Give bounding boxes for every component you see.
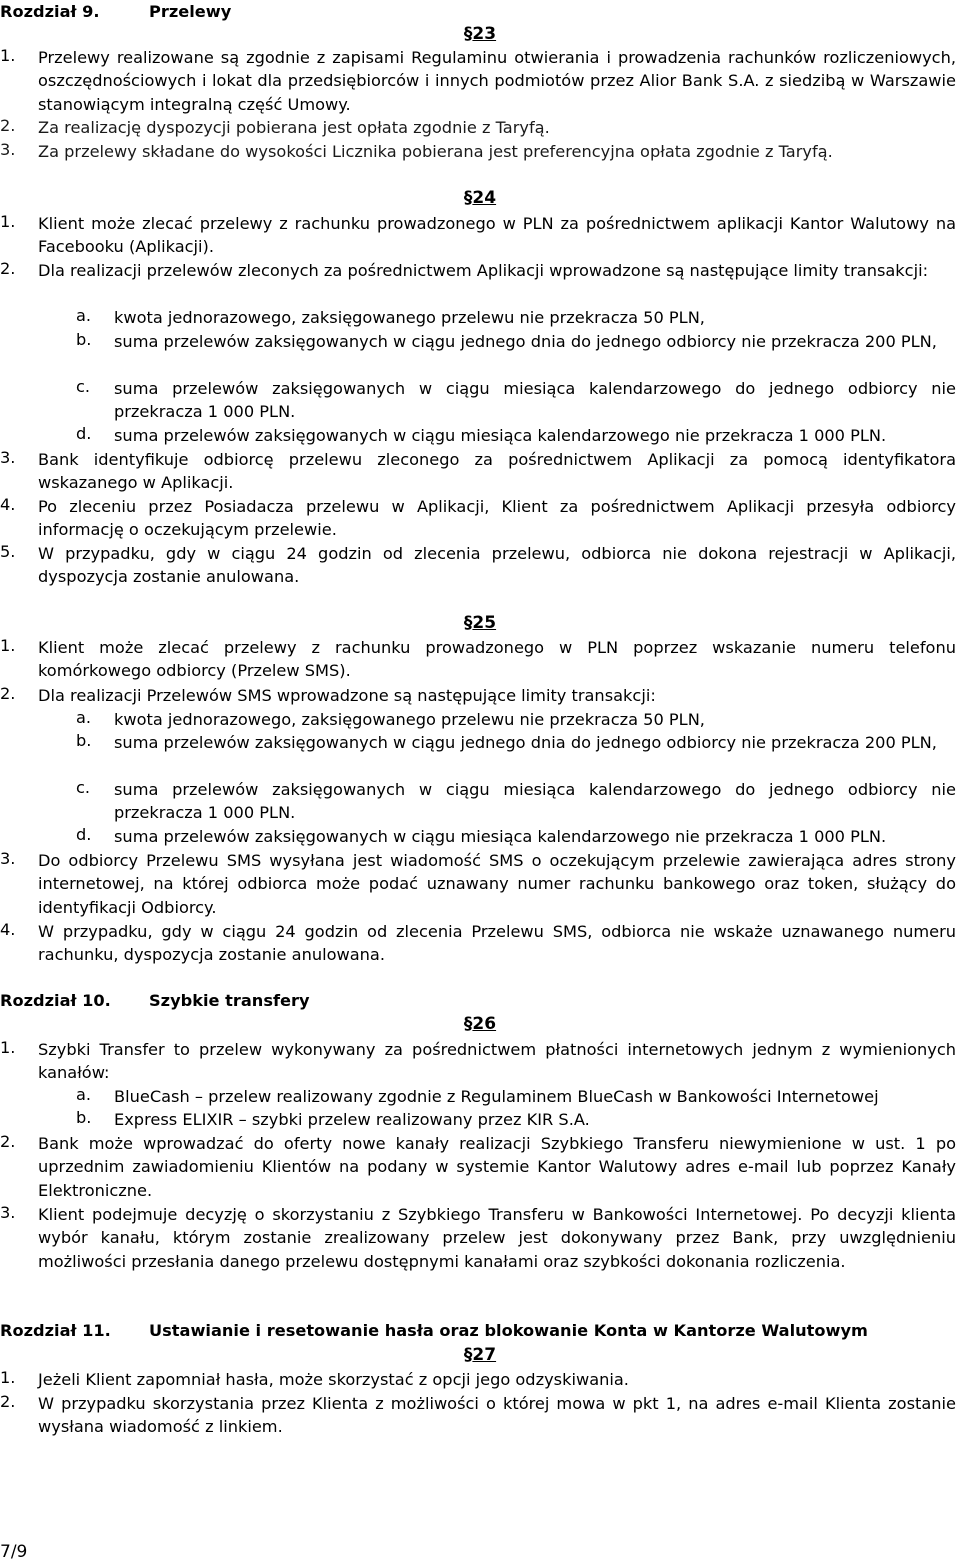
section-27-heading: §27 [463, 1345, 497, 1365]
chapter-title: Przelewy [149, 2, 232, 21]
chapter-title: Ustawianie i resetowanie hasła oraz blokowanie Konta w Kantorze Walutowym [149, 1321, 868, 1340]
section-24-heading: §24 [463, 188, 497, 208]
chapter-number: Rozdział 10. [0, 991, 111, 1010]
chapter-number: Rozdział 11. [0, 1321, 111, 1340]
chapter-number: Rozdział 9. [0, 2, 100, 21]
section-23-heading: §23 [463, 24, 497, 44]
section-26-heading: §26 [463, 1014, 497, 1034]
page-number: 7/9 [0, 1542, 28, 1562]
section-25-heading: §25 [463, 613, 497, 633]
chapter-title: Szybkie transfery [149, 991, 310, 1010]
